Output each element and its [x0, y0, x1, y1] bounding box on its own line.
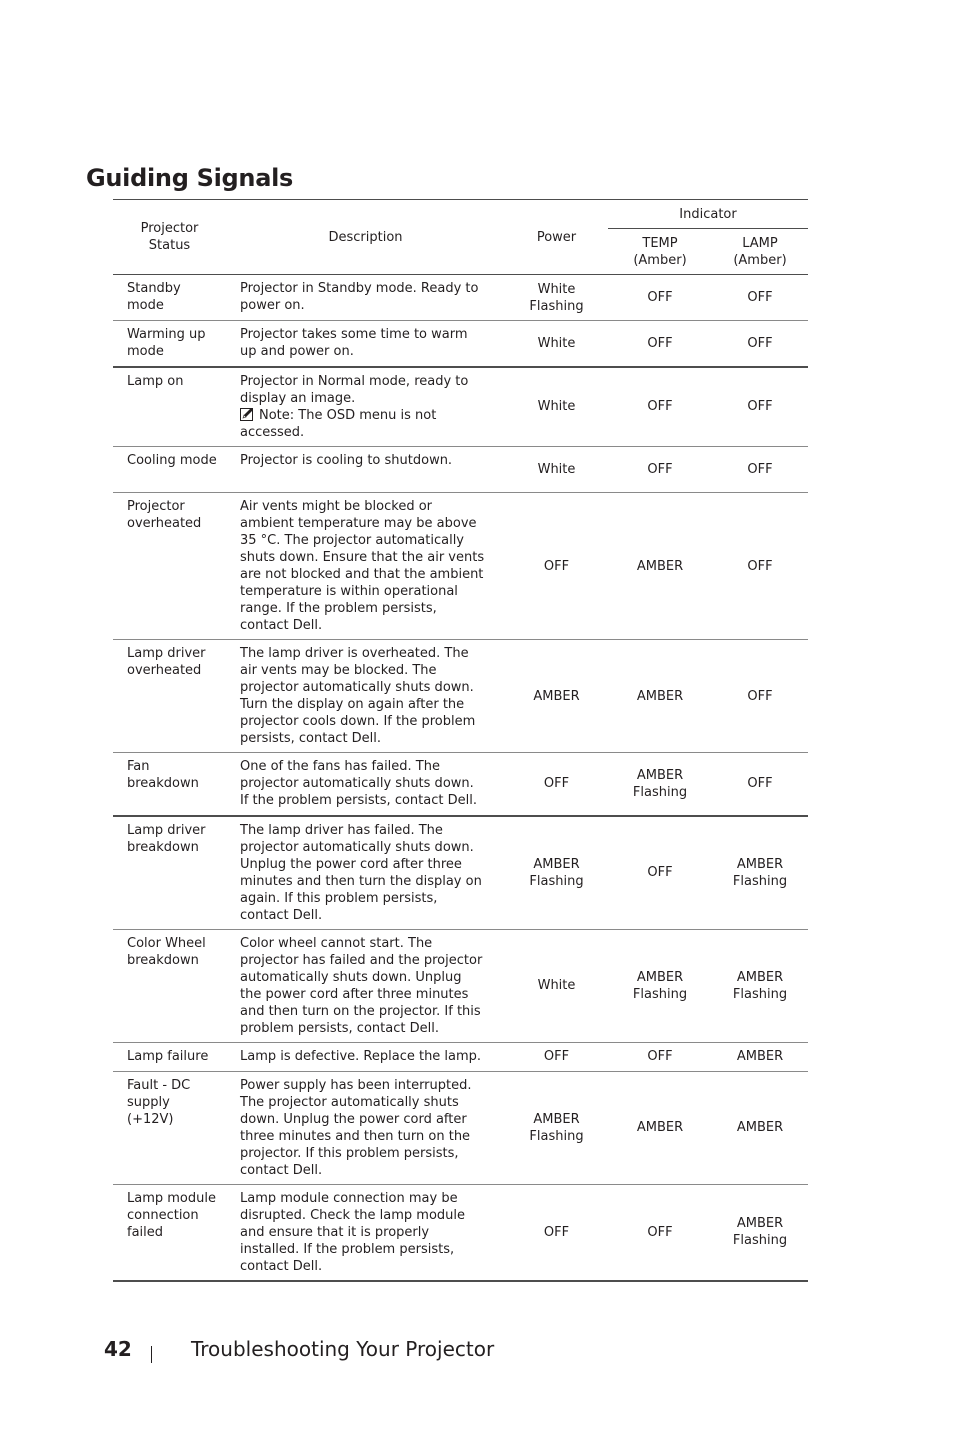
cell-description: [226, 753, 505, 816]
cell-power: White: [505, 929, 608, 1042]
cell-power: OFF: [505, 753, 608, 816]
cell-lamp: OFF: [712, 447, 808, 493]
cell-power: AMBER Flashing: [505, 1071, 608, 1184]
cell-projector-status: Fault - DC supply (+12V): [113, 1071, 226, 1184]
cell-power: White: [505, 321, 608, 367]
cell-projector-status: Standby mode: [113, 275, 226, 321]
description-text: Projector is cooling to shutdown.: [240, 453, 453, 468]
cell-description: [226, 640, 505, 753]
table-row: [113, 929, 808, 1042]
cell-temp: OFF: [608, 321, 712, 367]
page-title: Guiding Signals: [86, 164, 294, 192]
cell-temp: OFF: [608, 1042, 712, 1071]
table-row: [113, 816, 808, 930]
description-text: Color wheel cannot start. The projector has failed and the projector automatically shuts down. Unplug the power cord after three minutes and then turn on the projector. If this problem persists, contact Dell.: [240, 935, 483, 1036]
cell-lamp: OFF: [712, 640, 808, 753]
description-text: One of the fans has failed. The projector automatically shuts down. If the problem persists, contact Dell.: [240, 759, 477, 808]
cell-power: AMBER: [505, 640, 608, 753]
cell-projector-status: Fan breakdown: [113, 753, 226, 816]
cell-description: [226, 816, 505, 930]
description-text: Power supply has been interrupted. The projector automatically shuts down. Unplug the power cord after three minutes and then turn on the projector. If this problem persists, contact Dell.: [240, 1077, 472, 1178]
cell-lamp: AMBER: [712, 1042, 808, 1071]
cell-power: OFF: [505, 1184, 608, 1281]
cell-lamp: AMBER Flashing: [712, 816, 808, 930]
cell-projector-status: Lamp on: [113, 367, 226, 447]
description-text: Projector takes some time to warm up and power on.: [240, 327, 468, 359]
table-row: [113, 1071, 808, 1184]
cell-temp: AMBER: [608, 640, 712, 753]
description-text: The lamp driver has failed. The projector automatically shuts down. Unplug the power cord after three minutes and then turn the display on again. If this problem persists, contact Dell.: [240, 822, 482, 923]
description-text: Lamp module connection may be disrupted. Check the lamp module and ensure that it is properly installed. If the problem persists, contact Dell.: [240, 1190, 466, 1274]
cell-description: [226, 1071, 505, 1184]
table-row: [113, 367, 808, 447]
footer-separator: [151, 1346, 152, 1363]
cell-description: [226, 321, 505, 367]
cell-temp: OFF: [608, 275, 712, 321]
cell-lamp: OFF: [712, 275, 808, 321]
cell-description: [226, 447, 505, 493]
table-row: [113, 640, 808, 753]
cell-description: [226, 493, 505, 640]
description-text: Air vents might be blocked or ambient temperature may be above 35 °C. The projector automatically shuts down. Ensure that the air vents are not blocked and that the ambient temperature is within operational range. If the problem persists, contact Dell.: [240, 499, 485, 633]
header-lamp: LAMP (Amber): [712, 229, 808, 275]
cell-power: AMBER Flashing: [505, 816, 608, 930]
table-row: [113, 447, 808, 493]
cell-temp: OFF: [608, 367, 712, 447]
cell-temp: OFF: [608, 447, 712, 493]
cell-power: OFF: [505, 493, 608, 640]
cell-lamp: OFF: [712, 753, 808, 816]
cell-projector-status: Lamp failure: [113, 1042, 226, 1071]
cell-temp: AMBER: [608, 493, 712, 640]
cell-projector-status: Cooling mode: [113, 447, 226, 493]
cell-description: [226, 1042, 505, 1071]
cell-temp: AMBER: [608, 1071, 712, 1184]
cell-lamp: OFF: [712, 367, 808, 447]
header-projector-status: Projector Status: [113, 200, 226, 275]
description-text: The lamp driver is overheated. The air vents may be blocked. The projector automatically shuts down. Turn the display on again after the projector cools down. If the problem persists, contact Dell.: [240, 646, 476, 746]
description-text: Lamp is defective. Replace the lamp.: [240, 1048, 482, 1064]
cell-power: White: [505, 367, 608, 447]
header-power: Power: [505, 200, 608, 275]
cell-lamp: AMBER Flashing: [712, 929, 808, 1042]
cell-lamp: OFF: [712, 493, 808, 640]
section-title: Troubleshooting Your Projector: [191, 1337, 495, 1361]
cell-projector-status: Projector overheated: [113, 493, 226, 640]
cell-temp: AMBER Flashing: [608, 929, 712, 1042]
cell-lamp: OFF: [712, 321, 808, 367]
cell-description: [226, 275, 505, 321]
note-text: Note: The OSD menu is not accessed.: [240, 407, 437, 440]
cell-projector-status: Warming up mode: [113, 321, 226, 367]
cell-description: [226, 929, 505, 1042]
header-description: Description: [226, 200, 505, 275]
page-number: 42: [104, 1337, 132, 1361]
guiding-signals-table: [113, 199, 808, 1282]
header-temp: TEMP (Amber): [608, 229, 712, 275]
header-indicator: Indicator: [608, 200, 808, 229]
cell-description: [226, 367, 505, 447]
cell-temp: AMBER Flashing: [608, 753, 712, 816]
cell-projector-status: Lamp driver breakdown: [113, 816, 226, 930]
table-row: [113, 753, 808, 816]
table-row: [113, 321, 808, 367]
cell-projector-status: Color Wheel breakdown: [113, 929, 226, 1042]
cell-lamp: AMBER: [712, 1071, 808, 1184]
cell-power: OFF: [505, 1042, 608, 1071]
cell-projector-status: Lamp driver overheated: [113, 640, 226, 753]
cell-power: White: [505, 447, 608, 493]
table-row: [113, 493, 808, 640]
cell-temp: OFF: [608, 1184, 712, 1281]
cell-lamp: AMBER Flashing: [712, 1184, 808, 1281]
description-text: Projector in Standby mode. Ready to power on.: [240, 281, 479, 313]
note-pencil-icon: [240, 407, 254, 421]
description-text: Projector in Normal mode, ready to display an image.: [240, 373, 469, 406]
cell-projector-status: Lamp module connection failed: [113, 1184, 226, 1281]
table-row: [113, 275, 808, 321]
cell-temp: OFF: [608, 816, 712, 930]
table-row: [113, 1184, 808, 1281]
table-row: [113, 1042, 808, 1071]
note: [240, 407, 485, 441]
cell-description: [226, 1184, 505, 1281]
cell-power: White Flashing: [505, 275, 608, 321]
